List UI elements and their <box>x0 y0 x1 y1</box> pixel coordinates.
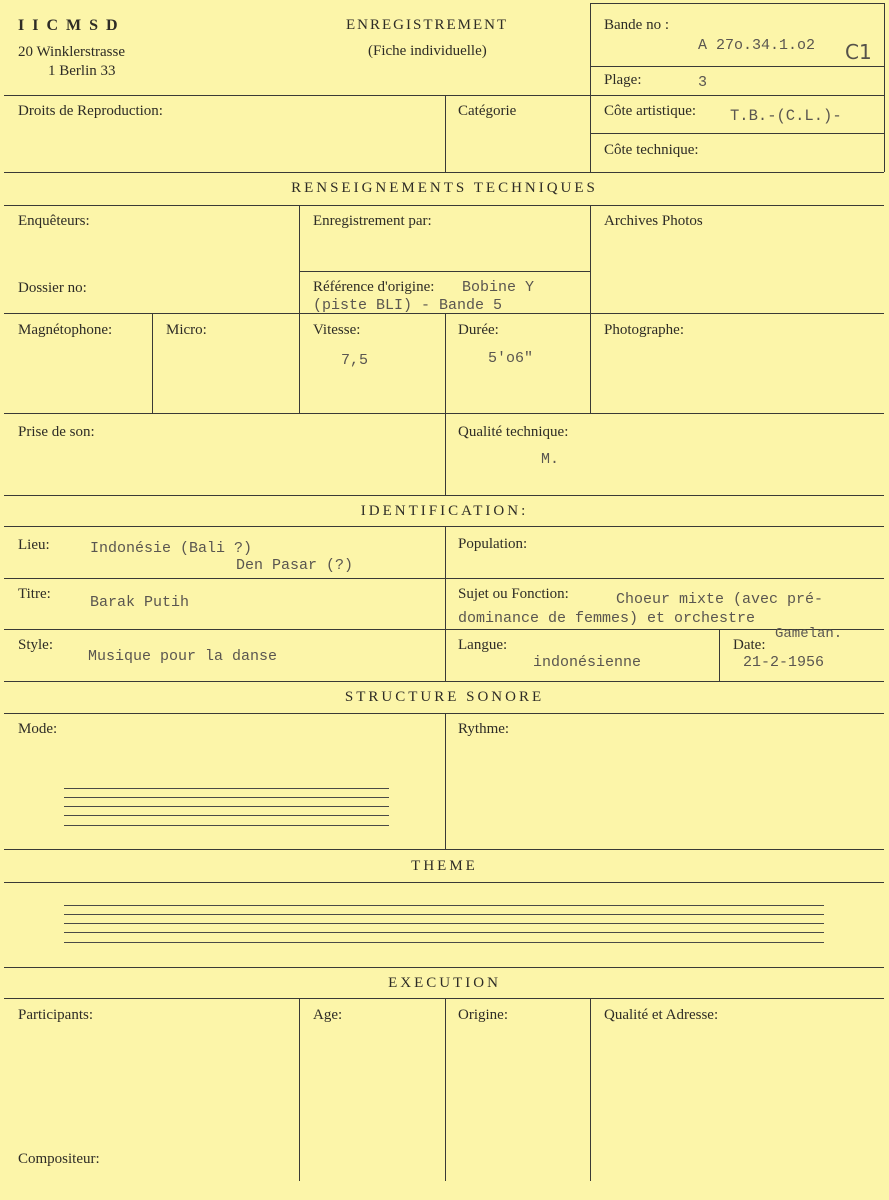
theme-staff-line <box>64 923 824 924</box>
date-label: Date: <box>733 637 766 653</box>
mode-label: Mode: <box>18 721 58 737</box>
compositeur-label: Compositeur: <box>18 1151 100 1167</box>
reference-label: Référence d'origine: <box>313 279 435 295</box>
sujet-value-1: Choeur mixte (avec pré- <box>616 591 824 608</box>
theme-section-title: THEME <box>411 858 478 874</box>
rule <box>4 526 884 527</box>
rule <box>299 271 590 272</box>
plage-value: 3 <box>698 74 708 91</box>
participants-label: Participants: <box>18 1007 93 1023</box>
style-value: Musique pour la danse <box>88 648 278 665</box>
cote-technique-label: Côte technique: <box>604 142 699 158</box>
dossier-label: Dossier no: <box>18 280 87 296</box>
rule <box>590 205 591 413</box>
mode-staff-line <box>64 797 389 798</box>
rule <box>4 713 884 714</box>
rule <box>590 3 591 172</box>
rule <box>445 526 446 681</box>
lieu-value-1: Indonésie (Bali ?) <box>90 540 253 557</box>
date-value: 21-2-1956 <box>743 654 825 671</box>
enqueteurs-label: Enquêteurs: <box>18 213 90 229</box>
reference-value-2: (piste BLI) - Bande 5 <box>313 297 503 314</box>
rule <box>719 629 720 681</box>
theme-staff-line <box>64 932 824 933</box>
rule <box>4 95 884 96</box>
sujet-value-3: Gamelan. <box>775 626 843 642</box>
rule <box>4 998 884 999</box>
address-line-1: 20 Winklerstrasse <box>18 44 126 60</box>
rule <box>445 713 446 849</box>
rule <box>299 205 300 413</box>
reference-value-1: Bobine Y <box>462 279 535 296</box>
langue-value: indonésienne <box>533 654 642 671</box>
mode-staff-line <box>64 788 389 789</box>
lieu-value-2: Den Pasar (?) <box>236 557 354 574</box>
duree-value: 5'o6" <box>488 350 534 367</box>
duree-label: Durée: <box>458 322 499 338</box>
rule <box>445 313 446 495</box>
rule <box>590 66 884 67</box>
theme-staff-line <box>64 914 824 915</box>
photographe-label: Photographe: <box>604 322 684 338</box>
rule <box>590 3 884 4</box>
card-subtitle: (Fiche individuelle) <box>368 43 487 59</box>
mode-staff-line <box>64 815 389 816</box>
age-label: Age: <box>313 1007 343 1023</box>
mode-staff-line <box>64 825 389 826</box>
sujet-label: Sujet ou Fonction: <box>458 586 569 602</box>
rule <box>590 133 884 134</box>
cote-artistique-value: T.B.-(C.L.)- <box>730 107 842 125</box>
identification-section-title: IDENTIFICATION: <box>360 503 529 519</box>
execution-section-title: EXECUTION <box>388 975 501 991</box>
bande-mark: C1 <box>845 40 872 64</box>
style-label: Style: <box>18 637 54 653</box>
qualite-technique-label: Qualité technique: <box>458 424 569 440</box>
rule <box>4 413 884 414</box>
lieu-label: Lieu: <box>18 537 50 553</box>
vitesse-label: Vitesse: <box>313 322 361 338</box>
card-title: ENREGISTREMENT <box>346 17 509 33</box>
origine-label: Origine: <box>458 1007 508 1023</box>
plage-label: Plage: <box>604 72 642 88</box>
mode-staff-line <box>64 806 389 807</box>
qualite-adresse-label: Qualité et Adresse: <box>604 1007 719 1023</box>
theme-staff-line <box>64 905 824 906</box>
structure-section-title: STRUCTURE SONORE <box>344 689 545 705</box>
enregistrement-par-label: Enregistrement par: <box>313 213 432 229</box>
micro-label: Micro: <box>166 322 207 338</box>
rule <box>4 967 884 968</box>
technique-section-title: RENSEIGNEMENTS TECHNIQUES <box>291 180 598 196</box>
rythme-label: Rythme: <box>458 721 510 737</box>
titre-label: Titre: <box>18 586 51 602</box>
titre-value: Barak Putih <box>90 594 190 611</box>
rule <box>299 998 300 1181</box>
droits-label: Droits de Reproduction: <box>18 103 163 119</box>
rule <box>4 882 884 883</box>
rule <box>590 998 591 1181</box>
rule <box>4 172 884 173</box>
archives-photos-label: Archives Photos <box>604 213 703 229</box>
cote-artistique-label: Côte artistique: <box>604 103 697 119</box>
org-name: I I C M S D <box>18 17 120 34</box>
rule <box>4 205 884 206</box>
rule <box>4 681 884 682</box>
rule <box>152 313 153 413</box>
population-label: Population: <box>458 536 528 552</box>
rule <box>445 95 446 172</box>
theme-staff-line <box>64 942 824 943</box>
rule <box>884 3 885 172</box>
rule <box>4 629 884 630</box>
bande-value: A 27o.34.1.o2 <box>698 37 816 54</box>
qualite-technique-value: M. <box>541 451 560 468</box>
rule <box>4 849 884 850</box>
categorie-label: Catégorie <box>458 103 517 119</box>
bande-label: Bande no : <box>604 17 669 33</box>
rule <box>445 998 446 1181</box>
magnetophone-label: Magnétophone: <box>18 322 113 338</box>
sujet-value-2: dominance de femmes) et orchestre <box>458 610 756 627</box>
rule <box>4 495 884 496</box>
vitesse-value: 7,5 <box>341 352 369 369</box>
prise-de-son-label: Prise de son: <box>18 424 95 440</box>
address-line-2: 1 Berlin 33 <box>48 63 116 79</box>
langue-label: Langue: <box>458 637 508 653</box>
rule <box>4 578 884 579</box>
